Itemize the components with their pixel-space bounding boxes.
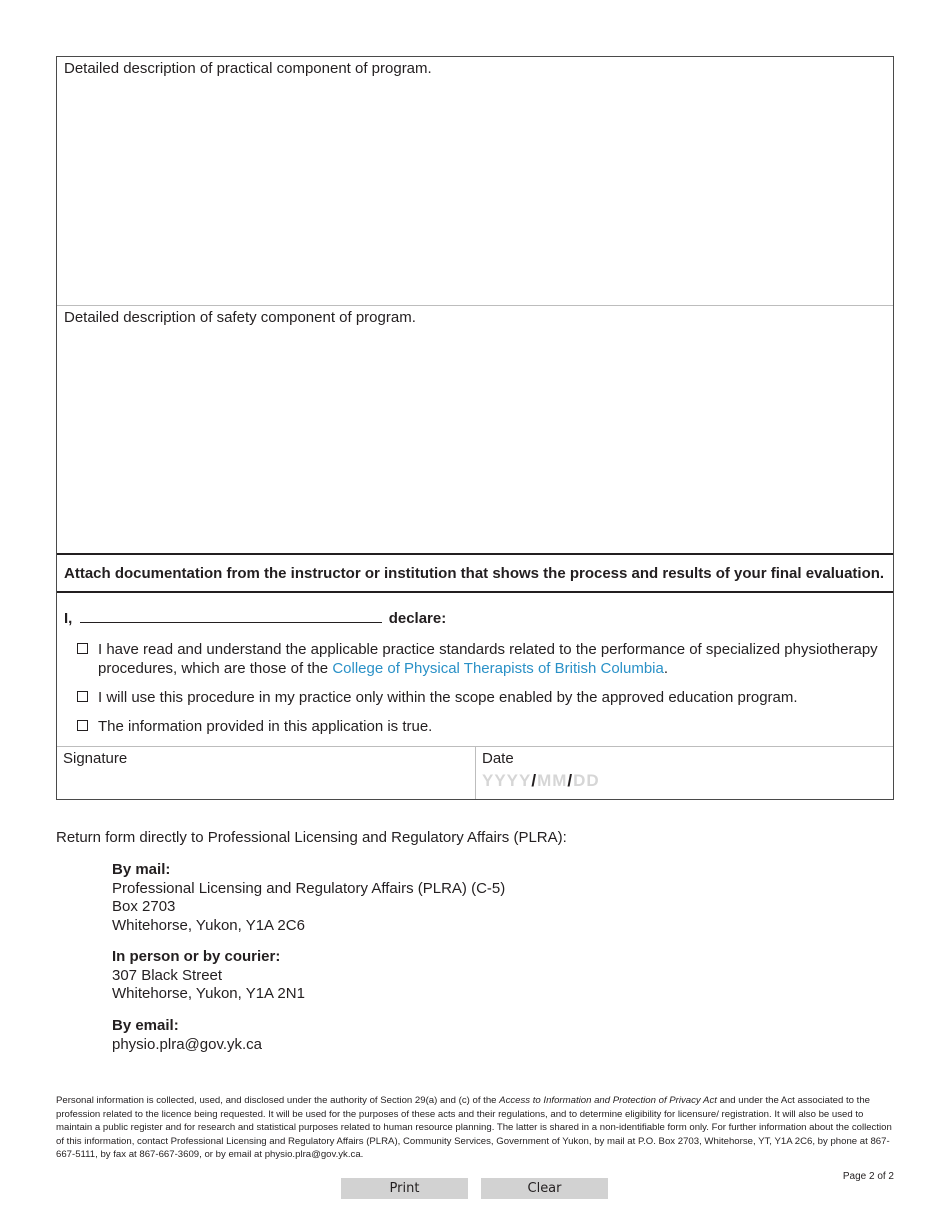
declarant-name-field[interactable] [80,607,382,623]
declaration-section [57,593,893,747]
declaration-item-standards [57,640,893,678]
date-month-placeholder: MM [537,771,568,790]
date-label: Date [482,750,514,767]
mail-heading: By mail: [112,861,171,878]
attach-note: Attach documentation from the instructor or institution that shows the process and results of your final evaluation. [57,555,893,593]
courier-line: 307 Black Street [112,966,223,984]
signature-row [57,747,893,799]
declare-prefix: I, [64,610,73,627]
privacy-text-1: Personal information is collected, used, and disclosed under the authority of Section 29(a) and (c) of the [56,1095,497,1106]
privacy-notice [56,1094,894,1162]
scope-text: I will use this procedure in my practice only within the scope enabled by the approved education program. [98,689,798,706]
college-link[interactable]: College of Physical Therapists of British Columbia [332,660,664,677]
privacy-text-2: and under the Act associated to the profession related to the licence being requested. It will be used for the purposes of these acts and their regulations, and to determine eligibility for licensure/ registration. It will also be used to maintain a public register and for research and statistical purposes related to human resource planning. The latter is shared in a non-identifiable form only. For further information about the collection of this information, contact Professional Licensing and Regulatory Affairs (PLRA), Community Services, Government of Yukon, by mail at P.O. Box 2703, Whitehorse, YT, Y1A 2C6, by phone at 867-667-5111, by fax at 867-667-3609, or by email at physio.plra@gov.yk.ca. [56,1095,892,1161]
practical-label: Detailed description of practical component of program. [64,60,432,77]
standards-text: I have read and understand the applicable practice standards related to the performance of specialized physiotherapy procedures, which are those of the [98,641,878,677]
date-separator: / [531,771,538,790]
print-button[interactable]: Print [341,1178,468,1199]
courier-address [112,948,305,1004]
safety-section [57,306,893,555]
clear-button[interactable]: Clear [481,1178,608,1199]
declaration-item-scope [57,688,893,707]
courier-line: Whitehorse, Yukon, Y1A 2N1 [112,985,305,1002]
date-year-placeholder: YYYY [482,771,532,790]
scope-checkbox[interactable] [77,691,88,702]
email-value: physio.plra@gov.yk.ca [112,1035,263,1053]
courier-heading: In person or by courier: [112,948,281,965]
standards-checkbox[interactable] [77,643,88,654]
mail-line: Professional Licensing and Regulatory Affairs (PLRA) (C-5) [112,879,506,897]
mail-line: Box 2703 [112,898,176,915]
mail-address [112,861,505,935]
practical-description-field[interactable] [57,57,893,305]
truth-text: The information provided in this application is true. [98,718,433,735]
date-day-placeholder: DD [573,771,600,790]
standards-text-end: . [663,660,669,677]
truth-checkbox[interactable] [77,720,88,731]
signature-field[interactable] [57,747,476,799]
signature-label: Signature [63,750,128,767]
safety-label: Detailed description of safety component of program. [64,309,416,326]
mail-line: Whitehorse, Yukon, Y1A 2C6 [112,916,305,934]
email-address [112,1017,262,1054]
declaration-item-truth [57,717,893,736]
date-separator: / [567,771,574,790]
date-cell [476,747,893,799]
privacy-act-title: Access to Information and Protection of Privacy Act [499,1095,717,1106]
form-frame [56,56,894,800]
email-heading: By email: [112,1017,179,1034]
return-intro: Return form directly to Professional Licensing and Regulatory Affairs (PLRA): [56,829,567,846]
declare-line [57,607,893,629]
practical-section [57,57,893,306]
page-number: Page 2 of 2 [842,1171,894,1182]
declare-suffix: declare: [388,610,447,627]
safety-description-field[interactable] [57,306,893,553]
date-field[interactable] [482,771,600,791]
